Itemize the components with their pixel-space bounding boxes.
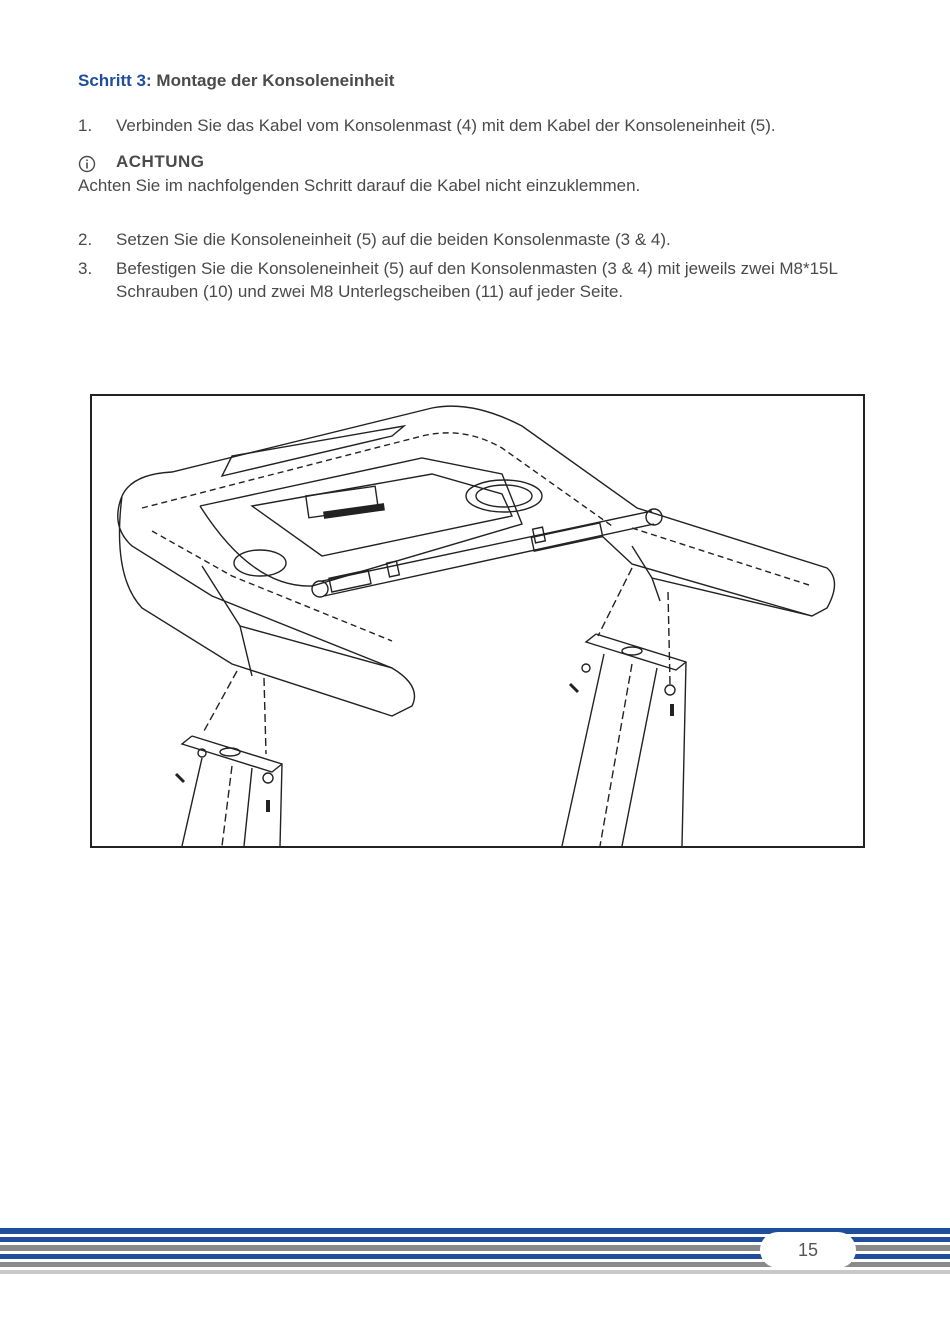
step-number: 2. xyxy=(78,230,93,249)
instruction-step-1 xyxy=(78,114,888,137)
step-text: Setzen Sie die Konsoleneinheit (5) auf die beiden Konsolenmaste (3 & 4). xyxy=(116,230,671,249)
step-text: Befestigen Sie die Konsoleneinheit (5) auf den Konsolenmasten (3 & 4) mit jeweils zwei M8*15L Schrauben (10) und zwei M8 Unterlegscheiben (11) auf jeder Seite. xyxy=(116,259,838,301)
step-label: Schritt 3: xyxy=(78,71,152,90)
instruction-step-2 xyxy=(78,228,888,251)
step-number: 1. xyxy=(78,116,93,135)
page-number: 15 xyxy=(760,1232,856,1268)
step-text: Verbinden Sie das Kabel vom Konsolenmast (4) mit dem Kabel der Konsoleneinheit (5). xyxy=(116,116,776,135)
instruction-step-3 xyxy=(78,257,888,303)
warning-title: ACHTUNG xyxy=(116,152,205,171)
info-icon xyxy=(78,155,96,173)
step-number: 3. xyxy=(78,259,93,278)
console-assembly-illustration xyxy=(92,396,863,846)
warning-text: Achten Sie im nachfolgenden Schritt darauf die Kabel nicht einzuklemmen. xyxy=(78,176,641,195)
step-heading xyxy=(78,71,394,91)
assembly-figure xyxy=(90,394,865,848)
step-title: Montage der Konsoleneinheit xyxy=(156,71,395,90)
